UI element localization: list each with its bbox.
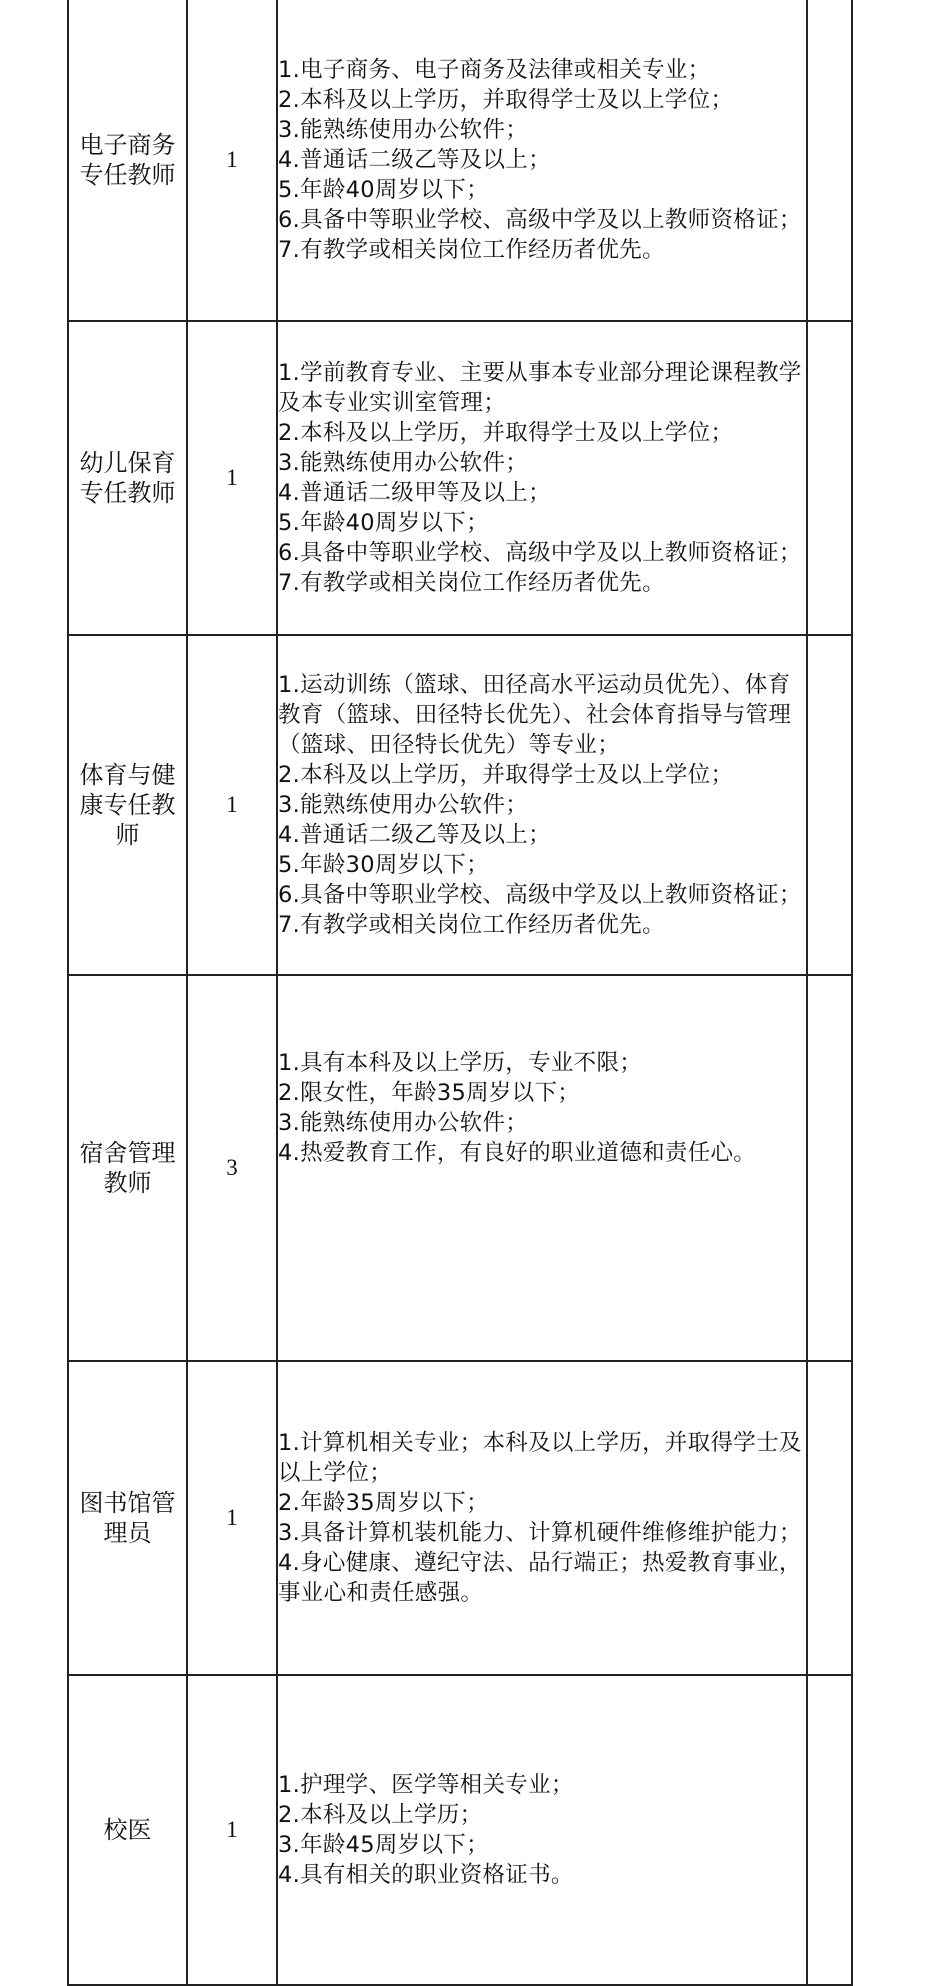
requirement-item: 7.有教学或相关岗位工作经历者优先。 xyxy=(278,570,665,596)
headcount-cell: 3 xyxy=(187,975,277,1361)
headcount-cell: 1 xyxy=(187,0,277,321)
requirement-item: 3.能熟练使用办公软件； xyxy=(278,792,529,818)
requirement-item: 7.有教学或相关岗位工作经历者优先。 xyxy=(278,237,665,263)
requirements-cell xyxy=(277,975,807,1361)
requirements-cell xyxy=(277,635,807,975)
post-name-cell: 电子商务专任教师 xyxy=(68,0,187,321)
table-row xyxy=(68,1361,852,1675)
post-name-cell: 校医 xyxy=(68,1675,187,1985)
requirement-item: 6.具备中等职业学校、高级中学及以上教师资格证； xyxy=(278,540,802,566)
requirements-cell xyxy=(277,0,807,321)
headcount-cell: 1 xyxy=(187,321,277,635)
requirement-item: 2.限女性，年龄35周岁以下； xyxy=(278,1080,581,1106)
requirement-item: 3.具备计算机装机能力、计算机硬件维修维护能力； xyxy=(278,1520,802,1546)
table-row xyxy=(68,635,852,975)
recruitment-table xyxy=(67,0,853,1986)
requirement-item: 3.能熟练使用办公软件； xyxy=(278,1110,529,1136)
requirement-item: 1.计算机相关专业；本科及以上学历，并取得学士及以上学位； xyxy=(278,1430,802,1486)
requirement-item: 5.年龄30周岁以下； xyxy=(278,852,489,878)
post-name-cell: 宿舍管理教师 xyxy=(68,975,187,1361)
remarks-cell xyxy=(807,1361,852,1675)
requirement-item: 5.年龄40周岁以下； xyxy=(278,177,489,203)
table-row xyxy=(68,0,852,321)
remarks-cell xyxy=(807,635,852,975)
remarks-cell xyxy=(807,0,852,321)
table-row xyxy=(68,321,852,635)
table-row xyxy=(68,1675,852,1985)
requirement-item: 2.本科及以上学历，并取得学士及以上学位； xyxy=(278,762,734,788)
requirement-item: 1.具有本科及以上学历，专业不限； xyxy=(278,1050,643,1076)
requirement-item: 4.普通话二级乙等及以上； xyxy=(278,822,551,848)
requirement-item: 3.能熟练使用办公软件； xyxy=(278,450,529,476)
remarks-cell xyxy=(807,1675,852,1985)
post-name-cell: 体育与健康专任教师 xyxy=(68,635,187,975)
requirement-item: 1.运动训练（篮球、田径高水平运动员优先）、体育教育（篮球、田径特长优先）、社会体育指导与管理（篮球、田径特长优先）等专业； xyxy=(278,672,792,758)
requirement-item: 4.普通话二级甲等及以上； xyxy=(278,480,551,506)
headcount-cell: 1 xyxy=(187,635,277,975)
requirement-item: 3.年龄45周岁以下； xyxy=(278,1832,489,1858)
requirement-item: 1.护理学、医学等相关专业； xyxy=(278,1772,574,1798)
requirement-item: 4.身心健康、遵纪守法、品行端正；热爱教育事业，事业心和责任感强。 xyxy=(278,1550,802,1606)
requirement-item: 4.具有相关的职业资格证书。 xyxy=(278,1862,574,1888)
requirement-item: 4.热爱教育工作，有良好的职业道德和责任心。 xyxy=(278,1140,757,1166)
headcount-cell: 1 xyxy=(187,1675,277,1985)
post-name-cell: 幼儿保育专任教师 xyxy=(68,321,187,635)
requirement-item: 1.学前教育专业、主要从事本专业部分理论课程教学及本专业实训室管理； xyxy=(278,360,802,416)
requirement-item: 7.有教学或相关岗位工作经历者优先。 xyxy=(278,912,665,938)
requirement-item: 2.本科及以上学历，并取得学士及以上学位； xyxy=(278,87,734,113)
requirement-item: 2.年龄35周岁以下； xyxy=(278,1490,489,1516)
post-name-cell: 图书馆管理员 xyxy=(68,1361,187,1675)
requirement-item: 5.年龄40周岁以下； xyxy=(278,510,489,536)
requirement-item: 1.电子商务、电子商务及法律或相关专业； xyxy=(278,57,711,83)
requirement-item: 2.本科及以上学历； xyxy=(278,1802,483,1828)
remarks-cell xyxy=(807,975,852,1361)
requirement-item: 6.具备中等职业学校、高级中学及以上教师资格证； xyxy=(278,882,802,908)
remarks-cell xyxy=(807,321,852,635)
table-row xyxy=(68,975,852,1361)
requirement-item: 4.普通话二级乙等及以上； xyxy=(278,147,551,173)
headcount-cell: 1 xyxy=(187,1361,277,1675)
requirements-cell xyxy=(277,1675,807,1985)
requirements-cell xyxy=(277,321,807,635)
requirement-item: 3.能熟练使用办公软件； xyxy=(278,117,529,143)
requirements-cell xyxy=(277,1361,807,1675)
requirement-item: 2.本科及以上学历，并取得学士及以上学位； xyxy=(278,420,734,446)
requirement-item: 6.具备中等职业学校、高级中学及以上教师资格证； xyxy=(278,207,802,233)
